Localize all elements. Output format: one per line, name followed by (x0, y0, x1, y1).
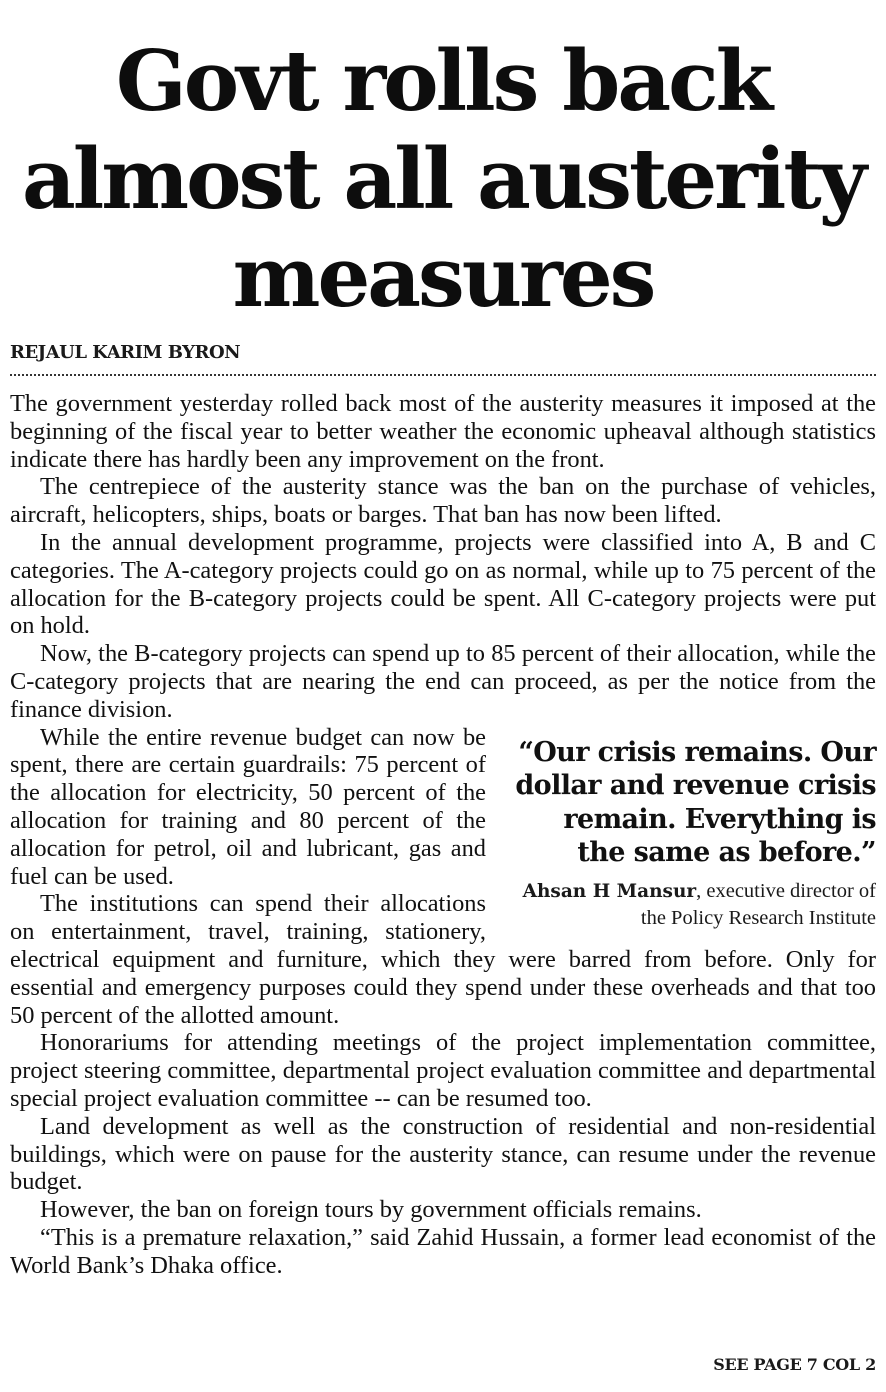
paragraph-3: In the annual development programme, projects were classified into A, B and C categories. The A-category projects could go on as normal, while up to 75 percent of the allocation for the B-category projects could be spent. All C-category projects were put on hold. (10, 528, 876, 640)
headline (10, 32, 876, 326)
pull-quote-title: , executive director of the Policy Research Institute (640, 879, 876, 929)
paragraph-5: While the entire revenue budget can now be spent, there are certain guardrails: 75 percent of the allocation for electricity, 50 percent of the allocation for training and 80 percent of the allocation for petrol, oil and lubricant, gas and fuel can be used. (10, 723, 486, 890)
headline-line-1: Govt rolls back (115, 32, 771, 130)
paragraph-4: Now, the B-category projects can spend up to 85 percent of their allocation, while the C-category projects that are nearing the end can proceed, as per the notice from the finance division. (10, 640, 876, 723)
headline-line-2: almost all austerity (21, 130, 865, 228)
pull-quote-name: Ahsan H Mansur (522, 880, 697, 902)
paragraph-10: “This is a premature relaxation,” said Zahid Hussain, a former lead economist of the World Bank’s Dhaka office. (10, 1223, 876, 1279)
article-page (10, 0, 876, 1392)
pull-quote (514, 736, 876, 931)
paragraph-2: The centrepiece of the austerity stance was the ban on the purchase of vehicles, aircraft, helicopters, ships, boats or barges. That ban has now been lifted. (10, 473, 876, 529)
dotted-divider (10, 374, 876, 376)
paragraph-1: The government yesterday rolled back most of the austerity measures it imposed at the beginning of the fiscal year to better weather the economic upheaval although statistics indicate there has hardly been any improvement on the front. (10, 390, 876, 473)
paragraph-6: The institutions can spend their allocations on entertainment, travel, training, stationery, electrical equipment and furniture, which they were barred from before. Only for essential and emergency purposes could they spend under these overheads and that too 50 percent of the allotted amount. (10, 890, 876, 1029)
pull-quote-text: “Our crisis remains. Our dollar and revenue crisis remain. Everything is the same as before.” (515, 736, 876, 869)
article-body (10, 390, 876, 1280)
byline: REJAUL KARIM BYRON (10, 342, 241, 363)
paragraph-8: Land development as well as the construction of residential and non-residential buildings, which were on pause for the austerity stance, can resume under the revenue budget. (10, 1112, 876, 1196)
pull-quote-attribution (514, 878, 876, 931)
paragraph-9: However, the ban on foreign tours by government officials remains. (40, 1196, 702, 1224)
continuation-jump-line: SEE PAGE 7 COL 2 (713, 1355, 876, 1374)
paragraph-7: Honorariums for attending meetings of the project implementation committee, project steering committee, departmental project evaluation committee and departmental special project evaluation committee -- can be resumed too. (10, 1029, 876, 1112)
headline-line-3: measures (232, 228, 654, 326)
